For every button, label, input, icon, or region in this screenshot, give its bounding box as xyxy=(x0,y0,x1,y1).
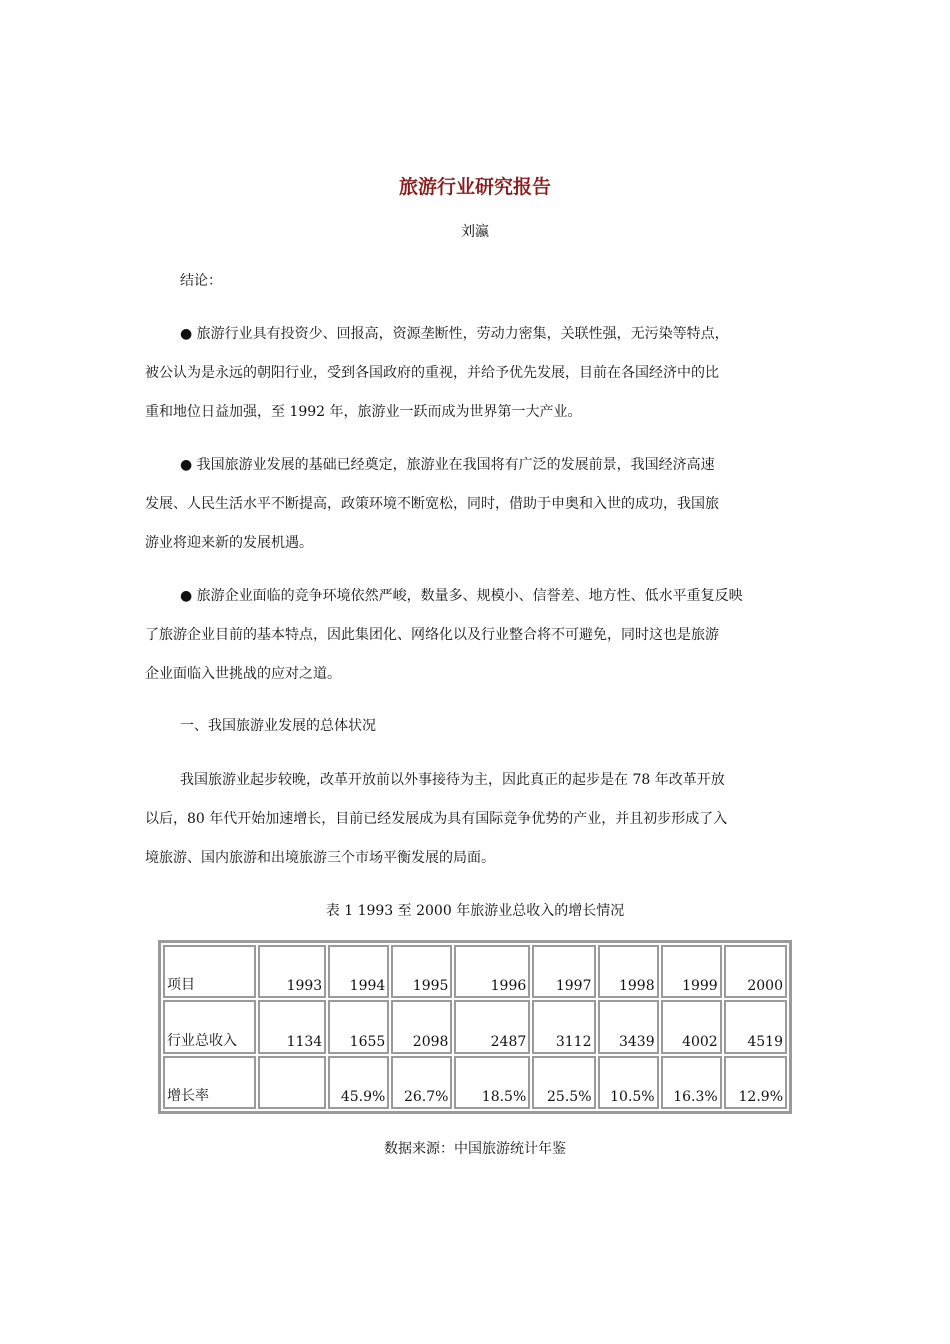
row-header: 增长率 xyxy=(163,1056,256,1109)
row-header: 行业总收入 xyxy=(163,1000,256,1053)
bullet-3-line-1: ● 旅游企业面临的竞争环境依然严峻，数量多、规模小、信誉差、地方性、低水平重复反映 xyxy=(180,588,743,604)
table-cell: 16.3% xyxy=(661,1056,722,1109)
table-cell: 10.5% xyxy=(598,1056,659,1109)
bullet-1-line-3: 重和地位日益加强，至 1992 年，旅游业一跃而成为世界第一大产业。 xyxy=(145,404,582,420)
table-cell: 1995 xyxy=(391,945,452,998)
page-title: 旅游行业研究报告 xyxy=(398,176,551,198)
bullet-2-line-2: 发展、人民生活水平不断提高，政策环境不断宽松，同时，借助于申奥和入世的成功，我国旅 xyxy=(145,496,719,512)
bullet-3-line-2: 了旅游企业目前的基本特点，因此集团化、网络化以及行业整合将不可避免，同时这也是旅游 xyxy=(145,627,719,643)
table-cell: 1134 xyxy=(258,1000,326,1053)
table-cell: 1993 xyxy=(258,945,326,998)
table-cell: 4519 xyxy=(724,1000,787,1053)
table-cell: 45.9% xyxy=(328,1056,389,1109)
table-row xyxy=(163,945,787,998)
table-cell: 2000 xyxy=(724,945,787,998)
table-cell: 1994 xyxy=(328,945,389,998)
revenue-table xyxy=(158,940,792,1114)
bullet-1-line-1: ● 旅游行业具有投资少、回报高，资源垄断性，劳动力密集，关联性强，无污染等特点， xyxy=(180,326,729,342)
table-cell: 1996 xyxy=(454,945,530,998)
bullet-1-line-2: 被公认为是永远的朝阳行业，受到各国政府的重视，并给予优先发展，目前在各国经济中的比 xyxy=(145,365,719,381)
table-row xyxy=(163,1000,787,1053)
bullet-2-line-1: ● 我国旅游业发展的基础已经奠定，旅游业在我国将有广泛的发展前景，我国经济高速 xyxy=(180,457,715,473)
row-header: 项目 xyxy=(163,945,256,998)
author: 刘瀛 xyxy=(461,224,489,240)
table-cell: 1999 xyxy=(661,945,722,998)
table-row xyxy=(163,1056,787,1109)
bullet-3-line-3: 企业面临入世挑战的应对之道。 xyxy=(145,666,341,682)
table-cell: 2098 xyxy=(391,1000,452,1053)
section-paragraph-line-1: 我国旅游业起步较晚，改革开放前以外事接待为主，因此真正的起步是在 78 年改革开放 xyxy=(180,772,725,788)
table-cell xyxy=(258,1056,326,1109)
table-cell: 1998 xyxy=(598,945,659,998)
conclusion-label: 结论： xyxy=(180,273,222,289)
table-cell: 4002 xyxy=(661,1000,722,1053)
table-cell: 3439 xyxy=(598,1000,659,1053)
section-heading: 一、我国旅游业发展的总体状况 xyxy=(180,718,376,734)
table-cell: 18.5% xyxy=(454,1056,530,1109)
section-paragraph-line-2: 以后，80 年代开始加速增长，目前已经发展成为具有国际竞争优势的产业，并且初步形成了入 xyxy=(145,811,728,827)
table-source: 数据来源：中国旅游统计年鉴 xyxy=(384,1141,566,1157)
table-cell: 1997 xyxy=(532,945,595,998)
table-cell: 25.5% xyxy=(532,1056,595,1109)
table-cell: 2487 xyxy=(454,1000,530,1053)
table-cell: 26.7% xyxy=(391,1056,452,1109)
bullet-2-line-3: 游业将迎来新的发展机遇。 xyxy=(145,535,313,551)
table-caption: 表 1 1993 至 2000 年旅游业总收入的增长情况 xyxy=(325,903,625,919)
section-paragraph-line-3: 境旅游、国内旅游和出境旅游三个市场平衡发展的局面。 xyxy=(145,850,495,866)
table-cell: 12.9% xyxy=(724,1056,787,1109)
table-cell: 1655 xyxy=(328,1000,389,1053)
table-cell: 3112 xyxy=(532,1000,595,1053)
